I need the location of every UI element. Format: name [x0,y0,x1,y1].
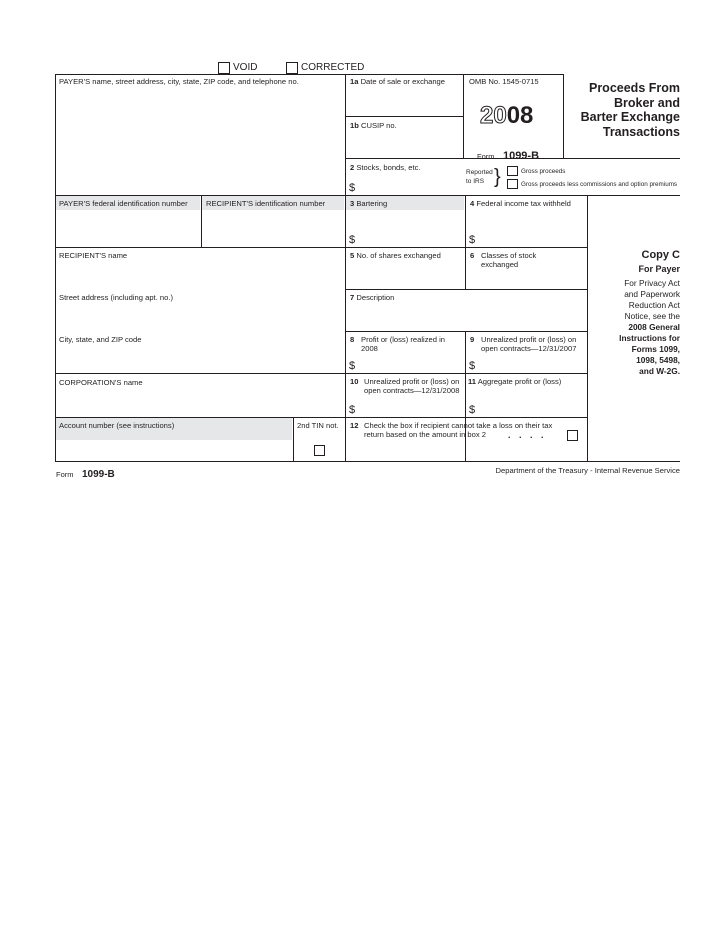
divider-omb-right [563,74,564,158]
box-1a-number: 1a [350,77,359,86]
box-4-dollar: $ [469,234,476,246]
form-bottom-line [55,461,680,462]
box-11-number: 11 [468,377,477,386]
copy-note-1: For Privacy Act [624,278,680,288]
divider-omb [463,74,464,158]
copy-for-payer: For Payer [638,264,680,274]
box-8-dollar: $ [349,360,356,372]
box-9-number: 9 [470,335,475,344]
box-12-label: Check the box if recipient cannot take a loss on their tax return based on the amount in box 2 [364,421,553,439]
box-1b-label-wrap [350,121,397,130]
box-5-label: No. of shares exchanged [356,251,441,260]
void-checkbox[interactable] [218,62,230,74]
box-2-label-wrap [350,163,421,172]
box-7-field[interactable] [346,304,586,330]
copy-note-5: 2008 General [628,322,680,332]
box-2-number: 2 [350,163,355,172]
omb-form-id [477,146,539,164]
box-9-dollar: $ [469,360,476,372]
void-label: VOID [233,62,258,73]
box-5-field[interactable] [346,262,464,288]
box-4-label: Federal income tax withheld [476,199,571,208]
second-tin-checkbox[interactable] [314,445,325,456]
corrected-label: CORRECTED [301,62,365,73]
copy-note-9: and W-2G. [639,366,680,376]
copy-note-7: Forms 1099, [631,344,680,354]
recipient-address-field[interactable] [56,262,344,372]
box-2-field[interactable] [358,174,462,194]
copy-c-label: Copy C [641,249,680,261]
omb-form-word: Form [477,152,495,161]
box-12-number: 12 [350,421,359,430]
copy-note-2: and Paperwork [624,289,680,299]
box-1b-number: 1b [350,121,359,130]
copy-note-4: Notice, see the [624,311,680,321]
box-3-number: 3 [350,199,355,208]
line-row8-bottom [55,373,587,374]
gross-proceeds-checkbox[interactable] [507,166,518,176]
box-1a-field[interactable] [346,88,462,115]
box-7-label: Description [356,293,395,302]
payer-name-label: PAYER'S name, street address, city, state, ZIP code, and telephone no. [59,77,299,86]
omb-form-number: 1099-B [502,150,540,162]
title-line-2: Broker and [614,95,680,110]
footer-form-number: 1099-B [81,469,115,480]
box-1b-label: CUSIP no. [361,121,397,130]
tax-year-bold: 08 [506,102,534,129]
box-1b-field[interactable] [346,132,462,157]
footer-form-word: Form [56,470,74,479]
box-8-number: 8 [350,335,355,344]
second-tin-label: 2nd TIN not. [297,421,339,430]
omb-number: OMB No. 1545-0715 [469,77,539,86]
divider-tin [293,417,294,461]
form-title [566,81,680,139]
title-line-4: Transactions [602,124,680,139]
box-2-dollar: $ [349,182,356,194]
gross-proceeds-less-label: Gross proceeds less commissions and option premiums [521,181,678,188]
payer-name-field[interactable] [56,88,344,194]
payer-federal-id-field[interactable] [56,210,200,246]
box-6-number: 6 [470,251,475,260]
box-12-checkbox[interactable] [567,430,578,441]
box-2-to-irs-label: to IRS [466,178,485,185]
corporation-name-label: CORPORATION'S name [59,378,143,387]
box-11-field[interactable] [478,396,586,416]
box-7-label-wrap [350,293,394,302]
copy-c-panel [590,248,680,377]
box-3-dollar: $ [349,234,356,246]
recipient-name-label: RECIPIENT'S name [59,251,128,260]
copy-note-3: Reduction Act [628,300,680,310]
box-4-number: 4 [470,199,475,208]
box-3-label: Bartering [356,199,388,208]
divider-8-9 [465,331,466,461]
gross-proceeds-less-checkbox[interactable] [507,179,518,189]
copy-note-6: Instructions for [619,333,680,343]
line-row7-bottom [345,331,587,332]
box-11-label: Aggregate profit or (loss) [477,377,562,386]
recipient-city-label: City, state, and ZIP code [59,335,142,344]
box-2-label: Stocks, bonds, etc. [356,163,421,172]
box-4-label-wrap [470,199,571,208]
box-9-label: Unrealized profit or (loss) on open contracts—12/31/2007 [481,335,577,353]
account-number-field[interactable] [56,440,292,460]
recipient-id-label: RECIPIENT'S identification number [206,199,326,208]
line-row3-bottom [55,247,587,248]
payer-federal-id-label: PAYER'S federal identification number [59,199,188,208]
box-4-field[interactable] [478,212,586,246]
copy-note-8: 1098, 5498, [636,355,680,365]
corporation-name-field[interactable] [56,390,344,416]
copy-notice [590,278,680,377]
box-2-brace: } [494,166,501,188]
box-6-label: Classes of stock exchanged [481,251,537,269]
box-11-dollar: $ [469,404,476,416]
recipient-id-field[interactable] [202,210,344,246]
box-12-dots: . . . . [508,430,547,440]
box-3-label-wrap [350,199,387,208]
divider-copy [587,195,588,461]
tax-year-outline: 20 [480,102,507,129]
line-row5-bottom [345,289,587,290]
box-5-label-wrap [350,251,441,260]
footer-department: Department of the Treasury - Internal Revenue Service [495,466,680,475]
footer-form-id [56,464,115,482]
box-9-field[interactable] [478,354,586,372]
box-11-label-wrap [468,377,561,386]
account-number-label: Account number (see instructions) [59,421,175,430]
recipient-street-label: Street address (including apt. no.) [59,293,173,302]
box-10-field[interactable] [358,396,462,416]
box-10-number: 10 [350,377,359,386]
form-top-line [55,74,564,75]
box-6-field[interactable] [466,270,586,288]
title-line-1: Proceeds From [588,81,680,95]
gross-proceeds-label: Gross proceeds [521,168,566,175]
box-8-label: Profit or (loss) realized in 2008 [361,335,445,353]
corrected-checkbox[interactable] [286,62,298,74]
box-10-label: Unrealized profit or (loss) on open contracts—12/31/2008 [364,377,460,395]
box-1a-label-wrap [350,77,445,86]
box-8-field[interactable] [358,354,462,372]
title-line-3: Barter Exchange [580,110,680,124]
box-5-number: 5 [350,251,355,260]
box-7-number: 7 [350,293,355,302]
box-2-reported-label: Reported [466,169,493,176]
line-1a-bottom [345,116,463,117]
box-10-dollar: $ [349,404,356,416]
box-3-field[interactable] [358,212,462,246]
tax-year [480,103,533,129]
box-1a-label: Date of sale or exchange [360,77,446,86]
